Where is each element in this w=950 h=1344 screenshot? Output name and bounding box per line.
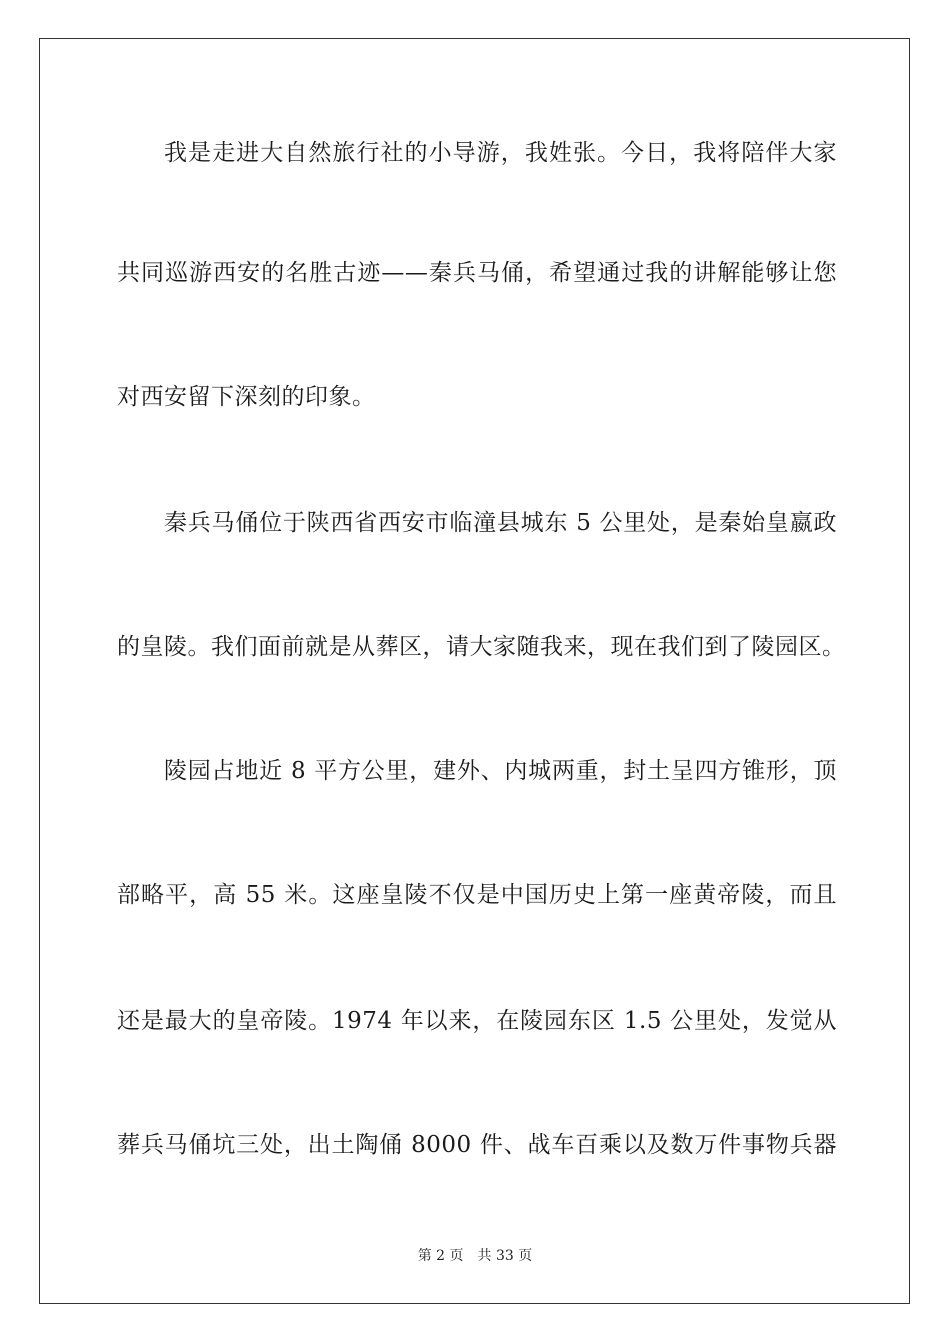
paragraph-line: 的皇陵。我们面前就是从葬区，请大家随我来，现在我们到了陵园区。 xyxy=(117,634,846,660)
page-total: 共 33 页 xyxy=(477,1248,533,1264)
page-footer xyxy=(0,1247,950,1265)
paragraph-line: 部略平，高 55 米。这座皇陵不仅是中国历史上第一座黄帝陵，而且 xyxy=(117,882,837,908)
paragraph-line: 还是最大的皇帝陵。1974 年以来，在陵园东区 1.5 公里处，发觉从 xyxy=(117,1008,837,1034)
paragraph-line: 对西安留下深刻的印象。 xyxy=(117,384,376,410)
paragraph-line: 葬兵马俑坑三处，出土陶俑 8000 件、战车百乘以及数万件事物兵器 xyxy=(117,1132,837,1158)
paragraph-line: 共同巡游西安的名胜古迹——秦兵马俑，希望通过我的讲解能够让您 xyxy=(117,260,837,286)
page-number: 第 2 页 xyxy=(417,1248,464,1264)
paragraph-line: 秦兵马俑位于陕西省西安市临潼县城东 5 公里处，是秦始皇嬴政 xyxy=(164,510,837,536)
paragraph-line: 陵园占地近 8 平方公里，建外、内城两重，封土呈四方锥形，顶 xyxy=(164,758,837,784)
paragraph-line: 我是走进大自然旅行社的小导游，我姓张。今日，我将陪伴大家 xyxy=(164,140,837,166)
page-border xyxy=(39,38,910,1304)
